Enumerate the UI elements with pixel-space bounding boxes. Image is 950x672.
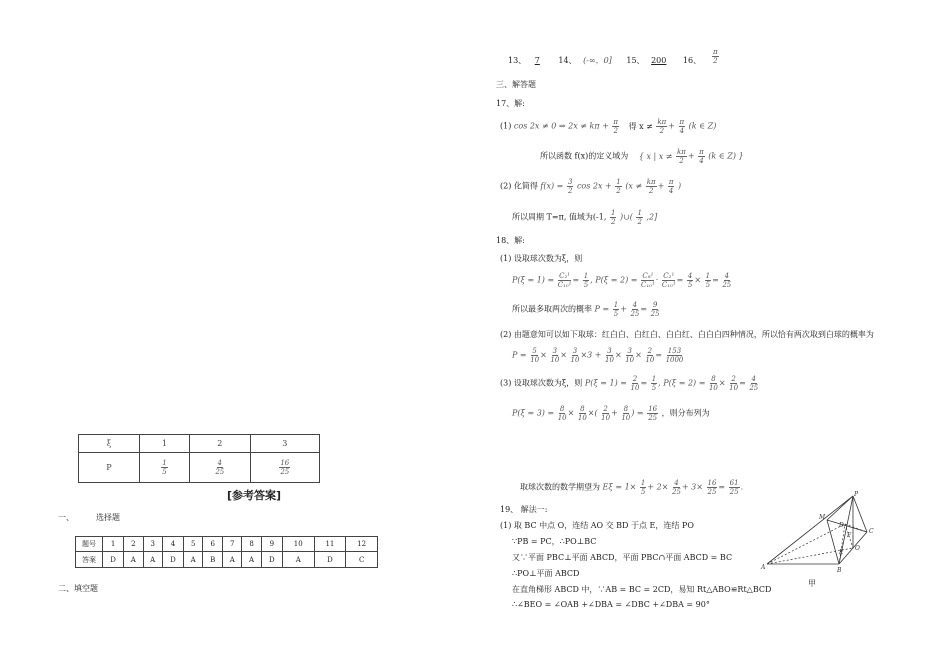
- edge-PC: [853, 496, 867, 532]
- question-number: 1: [103, 537, 124, 552]
- question-answer: D: [261, 552, 282, 568]
- question-number: 7: [223, 537, 242, 552]
- label-A: A: [761, 564, 766, 571]
- q13-label: 13、: [508, 56, 527, 65]
- question-answer: A: [124, 552, 143, 568]
- question-number: 6: [203, 537, 223, 552]
- q19-line4: ∴PO⊥平面 ABCD: [512, 569, 580, 578]
- section3-title: 三、解答题: [496, 80, 536, 89]
- q19-line2: ∵PB = PC，∴PO⊥BC: [512, 537, 597, 546]
- dist-p-2: $\frac{4}{25}$: [189, 453, 250, 483]
- label-E: E: [839, 549, 844, 556]
- question-answer: A: [223, 552, 242, 568]
- label-O: O: [855, 545, 860, 552]
- question-number: 11: [314, 537, 346, 552]
- q18-most: 所以最多取两次的概率 P = $\frac{1}{5}$ + $\frac{4}{25}$ = $\frac{9}{25}$: [512, 301, 660, 318]
- question-answer: A: [143, 552, 162, 568]
- q18-expectation: 取球次数的数学期望为 Eξ = 1× $\frac{1}{5}$ + 2× $\frac{4}{25}$ + 3× $\frac{16}{25}$ = $\frac{61}{25}$ .: [520, 479, 744, 496]
- question-number: 8: [242, 537, 261, 552]
- q19-line5: 在直角梯形 ABCD 中，∵AB = BC = 2CD，易知 Rt△ABO≌Rt△BCD: [512, 585, 772, 594]
- question-answer: A: [282, 552, 314, 568]
- dist-header-1: 1: [140, 435, 190, 453]
- question-answer: A: [242, 552, 261, 568]
- edge-MC: [827, 520, 867, 532]
- row-label-number: 题号: [76, 537, 103, 552]
- dist-p-label: P: [79, 453, 140, 483]
- distribution-table: [78, 434, 320, 483]
- edge-MB: [827, 520, 839, 564]
- q18-step3: (3) 设取球次数为ξ，则 P(ξ = 1) = $\frac{2}{10}$ = $\frac{1}{5}$ , P(ξ = 2) = $\frac{8}{10}$ × $\frac{2}{10}$ = $\frac{4}{25}$: [500, 375, 759, 392]
- label-D: D: [839, 522, 844, 529]
- q18-eq1: P(ξ = 1) = $\frac{\text{C₂¹}}{\text{C₁₀¹}}$ = $\frac{1}{5}$ , P(ξ = 2) = $\frac{\text{C₈¹}}{\text{C₁₀¹}}$ · $\frac{\text{C₂¹}}{\text{C₁₀¹}}$ = $\frac{4}{5}$ × $\frac{1}{5}$ = $\frac{4}{25}$: [512, 272, 732, 289]
- question-number: 5: [184, 537, 203, 552]
- reference-answer-title: [参考答案]: [227, 489, 282, 502]
- question-answer: D: [103, 552, 124, 568]
- label-F: F: [847, 532, 852, 539]
- q17-part2: (2) 化简得 f(x) = $\frac{3}{2}$ cos 2x + $\frac{1}{2}$ (x ≠ $\frac{k\pi}{2}$ + $\frac{\pi}{4}$ ): [500, 178, 682, 195]
- fill-answers: [508, 55, 701, 66]
- q19-line6: ∴∠BEO = ∠OAB +∠DBA = ∠DBC +∠DBA = 90°: [512, 600, 710, 609]
- q14-answer: (-∞，0]: [583, 56, 612, 65]
- label-B: B: [837, 567, 842, 574]
- question-number: 2: [124, 537, 143, 552]
- question-answer: C: [346, 552, 378, 568]
- q17-period: 所以周期 T=π, 值域为(-1, $\frac{1}{2}$ )∪( $\frac{1}{2}$ ,2]: [512, 209, 658, 226]
- q17-domain: 所以函数 f(x)的定义域为 { x | x ≠ $\frac{k\pi}{2}$ + $\frac{\pi}{4}$ (k ∈ Z) }: [540, 148, 744, 165]
- dist-p-3: $\frac{16}{25}$: [250, 453, 319, 483]
- question-answer: A: [184, 552, 203, 568]
- dist-header-2: 2: [189, 435, 250, 453]
- figure-label: 甲: [808, 579, 816, 588]
- dist-p-1: $\frac{1}{5}$: [140, 453, 190, 483]
- label-P: P: [854, 491, 859, 498]
- question-number: 3: [143, 537, 162, 552]
- pyramid-figure: [755, 490, 885, 585]
- q16-answer: $\frac{\pi}{2}$: [713, 48, 718, 65]
- q15-label: 15、: [626, 56, 645, 65]
- section2-title: 二、填空题: [58, 584, 98, 593]
- label-C: C: [869, 528, 874, 535]
- question-number: 4: [162, 537, 183, 552]
- question-number: 9: [261, 537, 282, 552]
- question-answer: D: [314, 552, 346, 568]
- q19-head: 19、 解法一:: [500, 505, 548, 514]
- row-label-answer: 答案: [76, 552, 103, 568]
- q18-step1: (1) 设取球次数为ξ，则: [500, 254, 583, 263]
- question-answer: B: [203, 552, 223, 568]
- q18-eq3: P(ξ = 3) = $\frac{8}{10}$ × $\frac{8}{10}$ ×( $\frac{2}{10}$ + $\frac{8}{10}$ ) = $\frac{16}{25}$ ，则分布列为: [512, 405, 710, 422]
- label-M: M: [819, 514, 826, 521]
- q19-line3: 又∵平面 PBC⊥平面 ABCD，平面 PBC∩平面 ABCD = BC: [512, 553, 733, 562]
- q15-answer: 200: [651, 56, 667, 65]
- q14-label: 14、: [558, 56, 577, 65]
- choice-answer-table: [75, 536, 378, 568]
- question-number: 10: [282, 537, 314, 552]
- q17-part1: (1) cos 2x ≠ 0 ⇒ 2x ≠ kπ + $\frac{\pi}{2}$ 得 x ≠ $\frac{k\pi}{2}$ + $\frac{\pi}{4}$ (k ∈ Z): [500, 118, 717, 135]
- question-number: 12: [346, 537, 378, 552]
- question-answer: D: [162, 552, 183, 568]
- q18-eq2: P = $\frac{5}{10}$ × $\frac{3}{10}$ × $\frac{3}{10}$ ×3 + $\frac{3}{10}$ × $\frac{3}{10}$ × $\frac{2}{10}$ = $\frac{153}{1000}$: [512, 347, 684, 364]
- q16-label: 16、: [682, 56, 702, 65]
- q17-head: 17、解:: [496, 99, 525, 108]
- dist-header-xi: ξ: [79, 435, 140, 453]
- q18-head: 18、解:: [496, 236, 525, 245]
- section1-title: 一、 选择题: [58, 513, 120, 522]
- q19-line1: (1) 取 BC 中点 O，连结 AO 交 BD 于点 E，连结 PO: [500, 521, 694, 530]
- q18-step2: (2) 由题意知可以如下取球：红白白、白红白、白白红、白白白四种情况，所以恰有两次取到白球的概率为: [500, 330, 874, 339]
- dist-header-3: 3: [250, 435, 319, 453]
- q13-answer: 7: [534, 56, 540, 65]
